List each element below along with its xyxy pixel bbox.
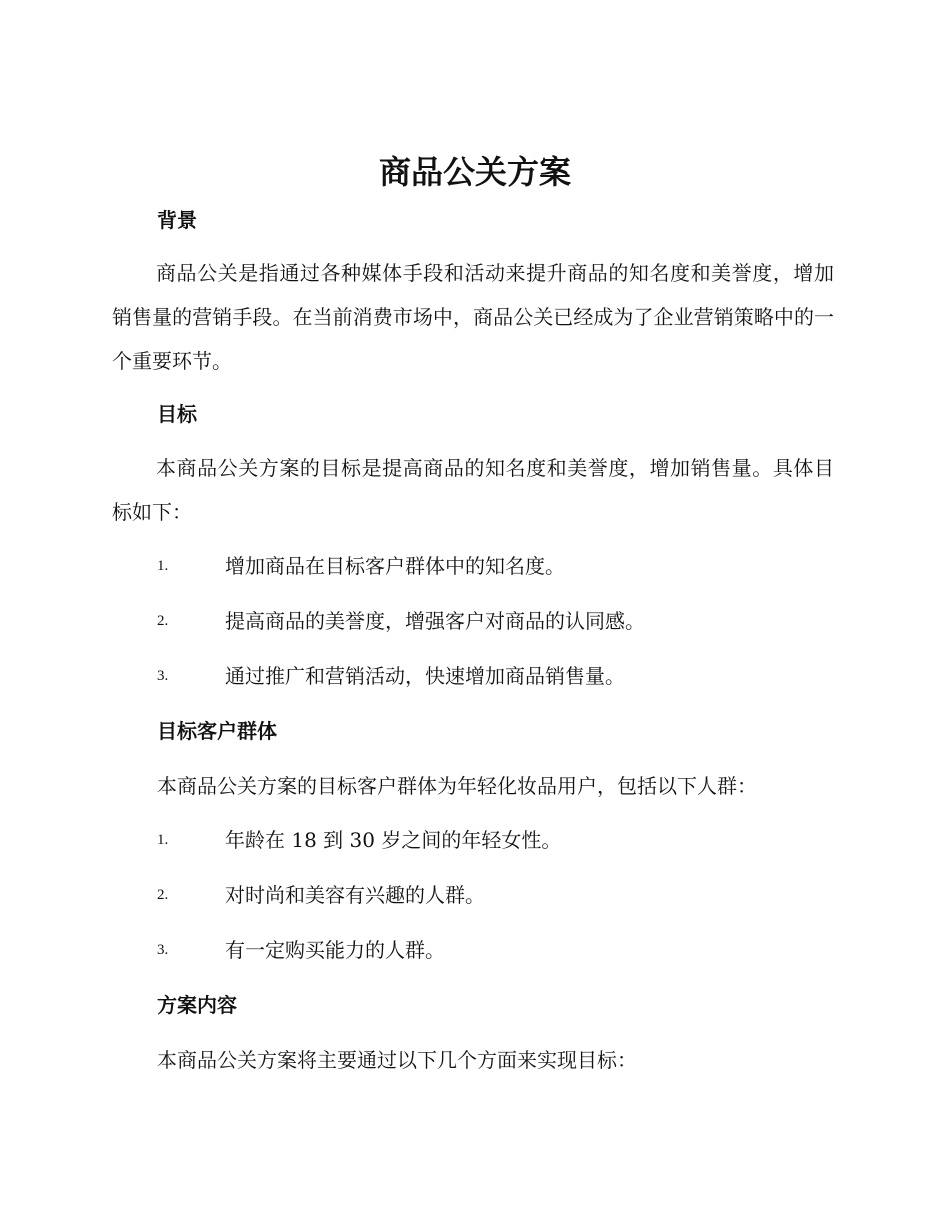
paragraph-background: 商品公关是指通过各种媒体手段和活动来提升商品的知名度和美誉度，增加销售量的营销手段。在当前消费市场中，商品公关已经成为了企业营销策略中的一个重要环节。 — [112, 261, 834, 373]
list-item — [157, 881, 837, 909]
list-number: 2. — [157, 613, 169, 629]
list-number: 3. — [157, 668, 169, 684]
list-text: 年龄在 18 到 30 岁之间的年轻女性。 — [225, 828, 562, 852]
heading-content: 方案内容 — [157, 993, 237, 1017]
list-number: 1. — [157, 558, 169, 574]
list-text: 增加商品在目标客户群体中的知名度。 — [225, 554, 565, 578]
paragraph-goals: 本商品公关方案的目标是提高商品的知名度和美誉度，增加销售量。具体目标如下： — [112, 456, 834, 524]
document-title: 商品公关方案 — [378, 153, 571, 191]
list-item — [157, 552, 837, 580]
list-text: 提高商品的美誉度，增强客户对商品的认同感。 — [225, 609, 645, 633]
list-text: 通过推广和营销活动，快速增加商品销售量。 — [225, 664, 625, 688]
list-item — [157, 826, 837, 854]
heading-goals: 目标 — [157, 402, 197, 426]
heading-background: 背景 — [157, 208, 197, 232]
list-number: 3. — [157, 942, 169, 958]
list-text: 有一定购买能力的人群。 — [225, 938, 445, 962]
list-item — [157, 607, 837, 635]
paragraph-content: 本商品公关方案将主要通过以下几个方面来实现目标： — [157, 1048, 637, 1072]
list-item — [157, 662, 837, 690]
list-text: 对时尚和美容有兴趣的人群。 — [225, 883, 485, 907]
heading-audience: 目标客户群体 — [157, 719, 277, 743]
list-number: 2. — [157, 887, 169, 903]
list-item — [157, 936, 837, 964]
list-number: 1. — [157, 832, 169, 848]
paragraph-audience: 本商品公关方案的目标客户群体为年轻化妆品用户，包括以下人群： — [157, 774, 757, 798]
